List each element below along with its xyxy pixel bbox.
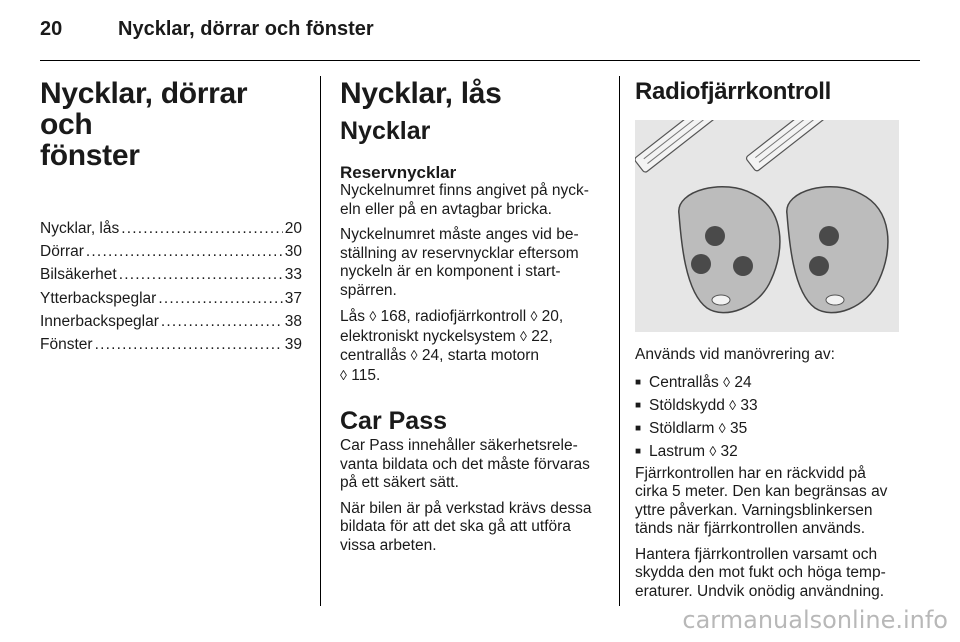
reference-arrow-icon: ◊ — [410, 347, 418, 363]
toc-entry[interactable]: Dörrar ..... 30 — [40, 240, 302, 263]
section-title: Radiofjärrkontroll — [635, 78, 831, 105]
chapter-contents-column — [40, 78, 302, 356]
toc-entry[interactable]: Nycklar, lås ..... 20 — [40, 217, 302, 240]
remote-key-illustration — [635, 120, 899, 332]
section-title: Nycklar, lås — [340, 77, 502, 110]
subsection-heading: Car Pass — [340, 407, 448, 435]
paragraph: När bilen är på verkstad krävs dessa bildata för att det ska gå att utföra vissa arbeten. — [340, 499, 592, 554]
toc-entry[interactable]: Ytterbackspeglar ..... 37 — [40, 287, 302, 310]
header-rule — [40, 60, 920, 61]
subsubsection-heading: Reservnycklar — [340, 163, 457, 182]
paragraph: Car Pass innehåller säkerhetsrele- vanta bildata och det måste förvaras på ett säkert sätt. — [340, 437, 590, 491]
paragraph: Nyckelnumret finns angivet på nyck- eln eller på en avtagbar bricka. — [340, 182, 589, 218]
toc-entry[interactable]: Bilsäkerhet ..... 33 — [40, 263, 302, 286]
paragraph: Hantera fjärrkontrollen varsamt och skydda den mot fukt och höga temp- eraturer. Undvik onödig användning. — [635, 545, 886, 600]
cross-reference-paragraph: Lås ◊ 168, radiofjärrkontroll ◊ 20, elektroniskt nyckelsystem ◊ 22, centrallås ◊ 24, starta motorn ◊ 115. — [340, 308, 564, 384]
list-item: ■ Lastrum ◊ 32 — [635, 440, 903, 463]
intro-text: Används vid manövrering av: — [635, 346, 835, 363]
running-title: Nycklar, dörrar och fönster — [118, 18, 374, 40]
page-header — [40, 18, 920, 48]
reference-arrow-icon: ◊ — [723, 373, 731, 390]
usage-list — [635, 371, 903, 463]
reference-arrow-icon: ◊ — [729, 396, 737, 413]
subsection-heading: Nycklar — [340, 117, 431, 145]
keys-locks-column — [340, 78, 602, 555]
table-of-contents — [40, 217, 302, 356]
list-item: ■ Stöldlarm ◊ 35 — [635, 417, 903, 440]
column-divider — [619, 76, 620, 606]
toc-entry[interactable]: Fönster ..... 39 — [40, 333, 302, 356]
reference-arrow-icon: ◊ — [369, 308, 377, 324]
chapter-title: Nycklar, dörrar och fönster — [40, 77, 248, 172]
paragraph: Nyckelnumret måste anges vid be- ställning av reservnycklar eftersom nyckeln är en komponent i start- spärren. — [340, 226, 579, 299]
page-number: 20 — [40, 18, 63, 40]
paragraph: Fjärrkontrollen har en räckvidd på cirka 5 meter. Den kan begränsas av yttre påverkan. Varningsblinkersen tänds när fjärrkontrollen används. — [635, 464, 888, 537]
reference-arrow-icon: ◊ — [520, 327, 527, 344]
reference-arrow-icon: ◊ — [340, 366, 347, 383]
list-item: ■ Centrallås ◊ 24 — [635, 371, 903, 394]
reference-arrow-icon: ◊ — [530, 308, 538, 324]
list-item: ■ Stöldskydd ◊ 33 — [635, 394, 903, 417]
reference-arrow-icon: ◊ — [709, 442, 717, 459]
column-divider — [320, 76, 321, 606]
reference-arrow-icon: ◊ — [718, 419, 726, 436]
watermark: carmanualsonline.info — [682, 606, 948, 634]
toc-entry[interactable]: Innerbackspeglar ..... 38 — [40, 310, 302, 333]
remote-control-column — [635, 78, 903, 601]
